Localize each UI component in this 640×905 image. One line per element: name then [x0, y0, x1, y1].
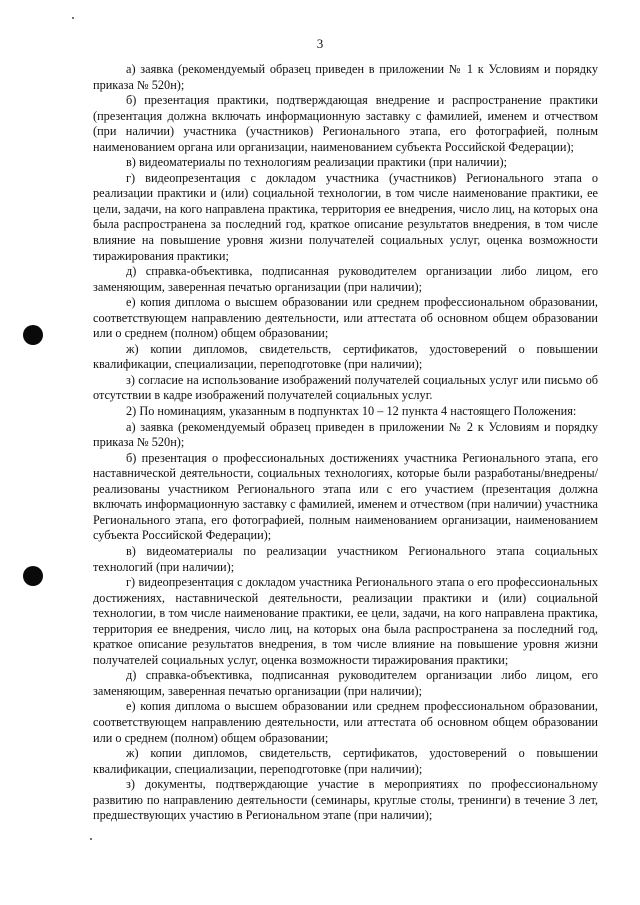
document-body [93, 62, 598, 824]
paragraph: 2) По номинациям, указанным в подпунктах 10 – 12 пункта 4 настоящего Положения: [126, 404, 577, 419]
scan-speck [72, 17, 74, 19]
paragraph: е) копия диплома о высшем образовании или среднем профессиональном образовании, соответствующем направлению деятельности, или аттестата об основном общем образовании или о среднем (полном) общем образовании; [93, 295, 598, 341]
paragraph: в) видеоматериалы по технологиям реализации практики (при наличии); [126, 155, 507, 170]
paragraph: а) заявка (рекомендуемый образец приведен в приложении № 2 к Условиям и порядку приказа № 520н); [93, 419, 598, 450]
punch-hole [23, 325, 43, 345]
paragraph: д) справка-объективка, подписанная руководителем организации либо лицом, его заменяющим, заверенная печатью организации (при наличии); [93, 264, 598, 294]
paragraph: в) видеоматериалы по реализации участником Регионального этапа социальных технологий (при наличии); [93, 543, 598, 574]
paragraph: з) согласие на использование изображений получателей социальных услуг или письмо об отсутствии в кадре изображений получателей социальных услуг. [93, 372, 598, 403]
punch-hole [23, 566, 43, 586]
paragraph: б) презентация практики, подтверждающая внедрение и распространение практики (презентация должна включать информационную заставку с фамилией, именем и отчеством (при наличии) участника (участников) Регионального этапа, его фотографией, полным наименованием органа или организации, наименованием субъекта Российской Федерации); [93, 93, 598, 154]
paragraph: г) видеопрезентация с докладом участника Регионального этапа о его профессиональных достижениях, наставнической деятельности, реализации практики и (или) социальной технологии, в том числе наименование практики, ее цели, задачи, на кого направлена практика, территория ее внедрения, число лиц, на которых она была распространена за последний год, краткое описание результатов внедрения, в том числе влияние на повышение уровня жизни получателей социальных услуг, оценка возможности тиражирования практики; [93, 575, 598, 667]
paragraph: б) презентация о профессиональных достижениях участника Регионального этапа, его наставнической деятельности, социальных технологиях, которые были разработаны/внедрены/реализованы участником Регионального этапа или с его участием (презентация должна включать информационную заставку с фамилией, именем и отчеством (при наличии) участника Регионального этапа, его фотографией, полным наименованием организации, наименованием субъекта Российской Федерации); [93, 450, 598, 543]
paragraph: а) заявка (рекомендуемый образец приведен в приложении № 1 к Условиям и порядку приказа № 520н); [93, 62, 598, 92]
paragraph: е) копия диплома о высшем образовании или среднем профессиональном образовании, соответствующем направлению деятельности, или аттестата об основном общем образовании или о среднем (полном) общем образовании; [93, 699, 598, 745]
paragraph: ж) копии дипломов, свидетельств, сертификатов, удостоверений о повышении квалификации, специализации, переподготовке (при наличии); [93, 341, 598, 372]
scan-speck [90, 838, 92, 840]
paragraph: з) документы, подтверждающие участие в мероприятиях по профессиональному развитию по направлению деятельности (семинары, круглые столы, тренинги) в течение 3 лет, предшествующих участию в Региональном этапе (при наличии); [93, 777, 598, 823]
paragraph: г) видеопрезентация с докладом участника (участников) Регионального этапа о реализации практики и (или) социальной технологии, в том числе наименование практики, ее цели, задачи, на кого направлена практика, территория ее внедрения, число лиц, на которых она была распространена за последний год, краткое описание результатов внедрения, в том числе влияние на повышение уровня жизни получателей социальных услуг, оценка возможности тиражирования практики; [93, 170, 598, 263]
page-number: 3 [316, 36, 324, 51]
paragraph: ж) копии дипломов, свидетельств, сертификатов, удостоверений о повышении квалификации, специализации, переподготовке (при наличии); [93, 746, 598, 776]
paragraph: д) справка-объективка, подписанная руководителем организации либо лицом, его заменяющим, заверенная печатью организации (при наличии); [93, 668, 598, 698]
